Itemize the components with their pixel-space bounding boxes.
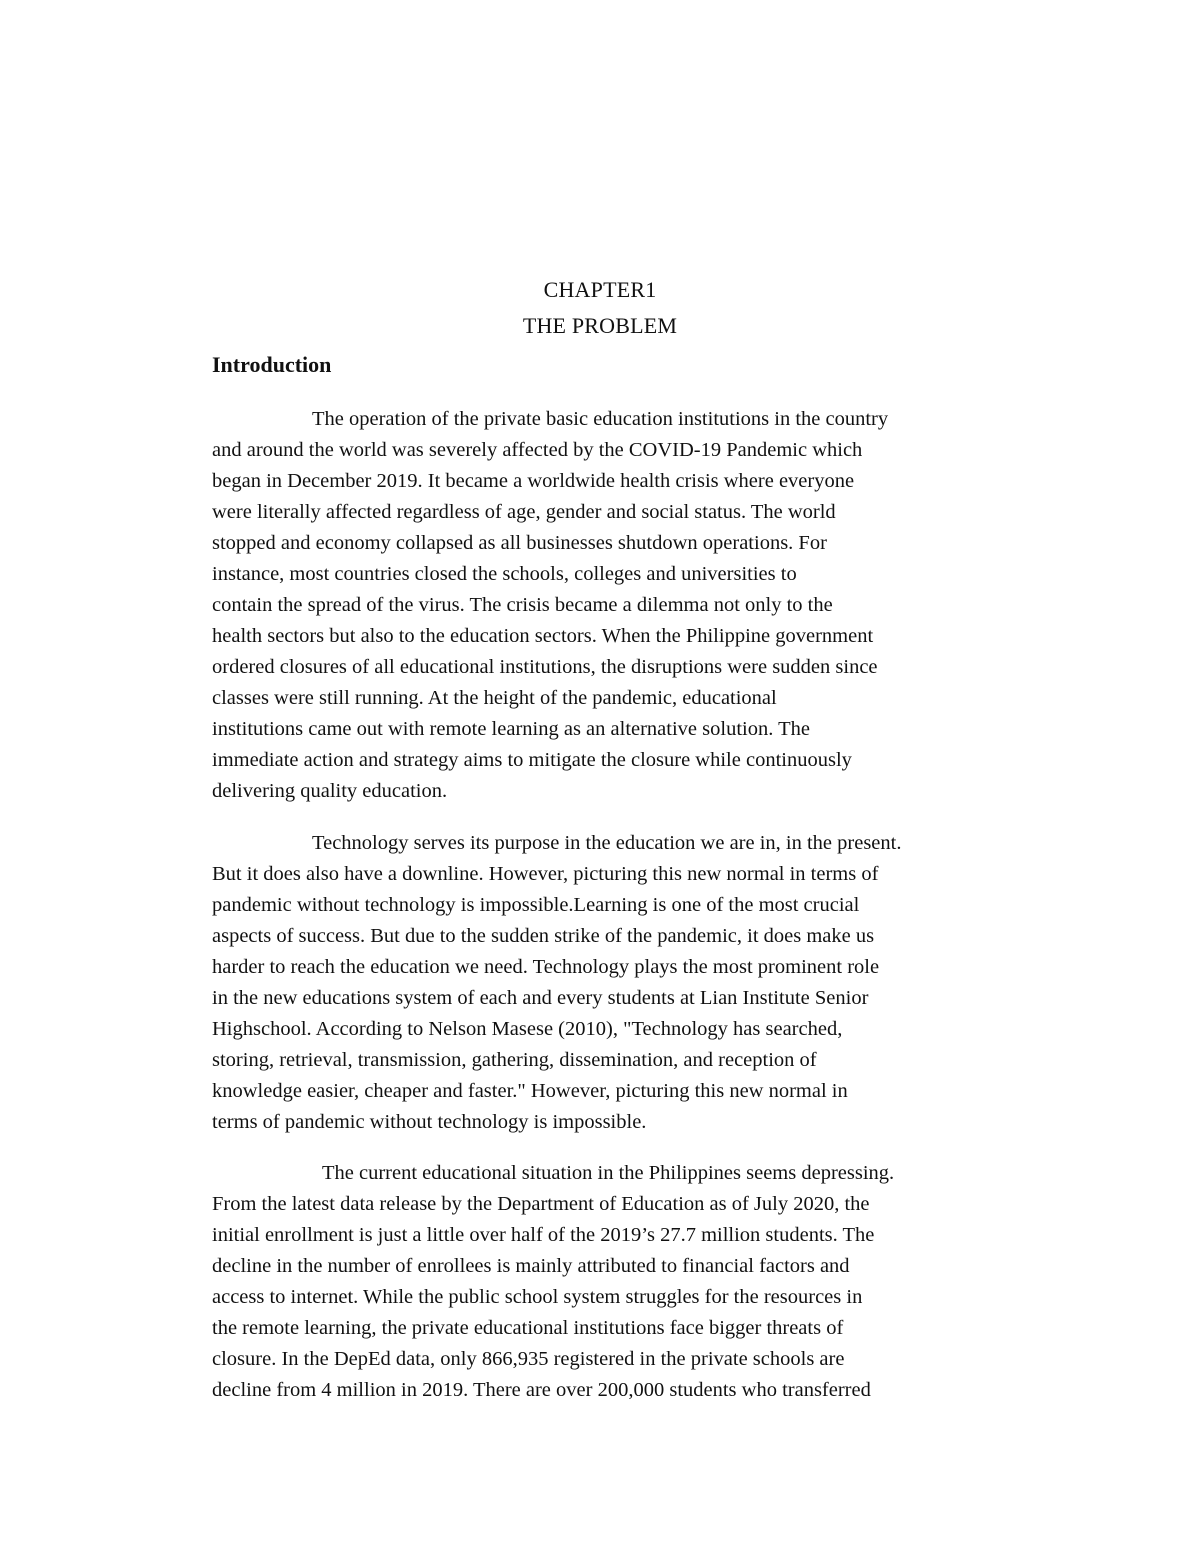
paragraph-3 <box>212 1158 992 1406</box>
paragraph-line: pandemic without technology is impossible.Learning is one of the most crucial <box>212 894 860 916</box>
paragraph-line: institutions came out with remote learning as an alternative solution. The <box>212 718 810 740</box>
paragraph-line: But it does also have a downline. However, picturing this new normal in terms of <box>212 863 879 885</box>
paragraph-line: ordered closures of all educational institutions, the disruptions were sudden since <box>212 656 878 678</box>
paragraph-2 <box>212 828 992 1138</box>
chapter-title: THE PROBLEM <box>522 313 678 338</box>
paragraph-line: classes were still running. At the height of the pandemic, educational <box>212 687 777 709</box>
paragraph-line: contain the spread of the virus. The crisis became a dilemma not only to the <box>212 594 833 616</box>
paragraph-line: access to internet. While the public school system struggles for the resources in <box>212 1286 863 1308</box>
paragraph-line: and around the world was severely affected by the COVID-19 Pandemic which <box>212 439 863 461</box>
paragraph-line: closure. In the DepEd data, only 866,935 registered in the private schools are <box>212 1348 845 1370</box>
paragraph-line: decline from 4 million in 2019. There are over 200,000 students who transferred <box>212 1379 871 1401</box>
paragraph-line: stopped and economy collapsed as all businesses shutdown operations. For <box>212 532 827 554</box>
paragraph-line: The operation of the private basic education institutions in the country <box>312 408 889 430</box>
paragraph-line: in the new educations system of each and every students at Lian Institute Senior <box>212 987 869 1009</box>
paragraph-line: began in December 2019. It became a worldwide health crisis where everyone <box>212 470 855 492</box>
chapter-number: CHAPTER1 <box>543 277 657 302</box>
paragraph-1 <box>212 404 992 807</box>
paragraph-line: aspects of success. But due to the sudden strike of the pandemic, it does make us <box>212 925 875 947</box>
paragraph-line: Technology serves its purpose in the education we are in, in the present. <box>312 832 902 854</box>
paragraph-line: health sectors but also to the education sectors. When the Philippine government <box>212 625 874 647</box>
paragraph-line: The current educational situation in the Philippines seems depressing. <box>322 1162 895 1184</box>
paragraph-line: Highschool. According to Nelson Masese (2010), "Technology has searched, <box>212 1018 843 1040</box>
paragraph-line: knowledge easier, cheaper and faster." However, picturing this new normal in <box>212 1080 848 1102</box>
paragraph-line: instance, most countries closed the schools, colleges and universities to <box>212 563 797 585</box>
paragraph-line: decline in the number of enrollees is mainly attributed to financial factors and <box>212 1255 850 1277</box>
paragraph-line: storing, retrieval, transmission, gathering, dissemination, and reception of <box>212 1049 817 1071</box>
paragraph-line: delivering quality education. <box>212 780 448 802</box>
paragraph-line: From the latest data release by the Department of Education as of July 2020, the <box>212 1193 870 1215</box>
paragraph-line: terms of pandemic without technology is impossible. <box>212 1111 647 1133</box>
paragraph-line: immediate action and strategy aims to mitigate the closure while continuously <box>212 749 852 771</box>
paragraph-line: the remote learning, the private educational institutions face bigger threats of <box>212 1317 844 1339</box>
paragraph-line: were literally affected regardless of age, gender and social status. The world <box>212 501 836 523</box>
paragraph-line: harder to reach the education we need. Technology plays the most prominent role <box>212 956 880 978</box>
section-title: Introduction <box>212 352 332 377</box>
paragraph-line: initial enrollment is just a little over half of the 2019’s 27.7 million students. The <box>212 1224 875 1246</box>
